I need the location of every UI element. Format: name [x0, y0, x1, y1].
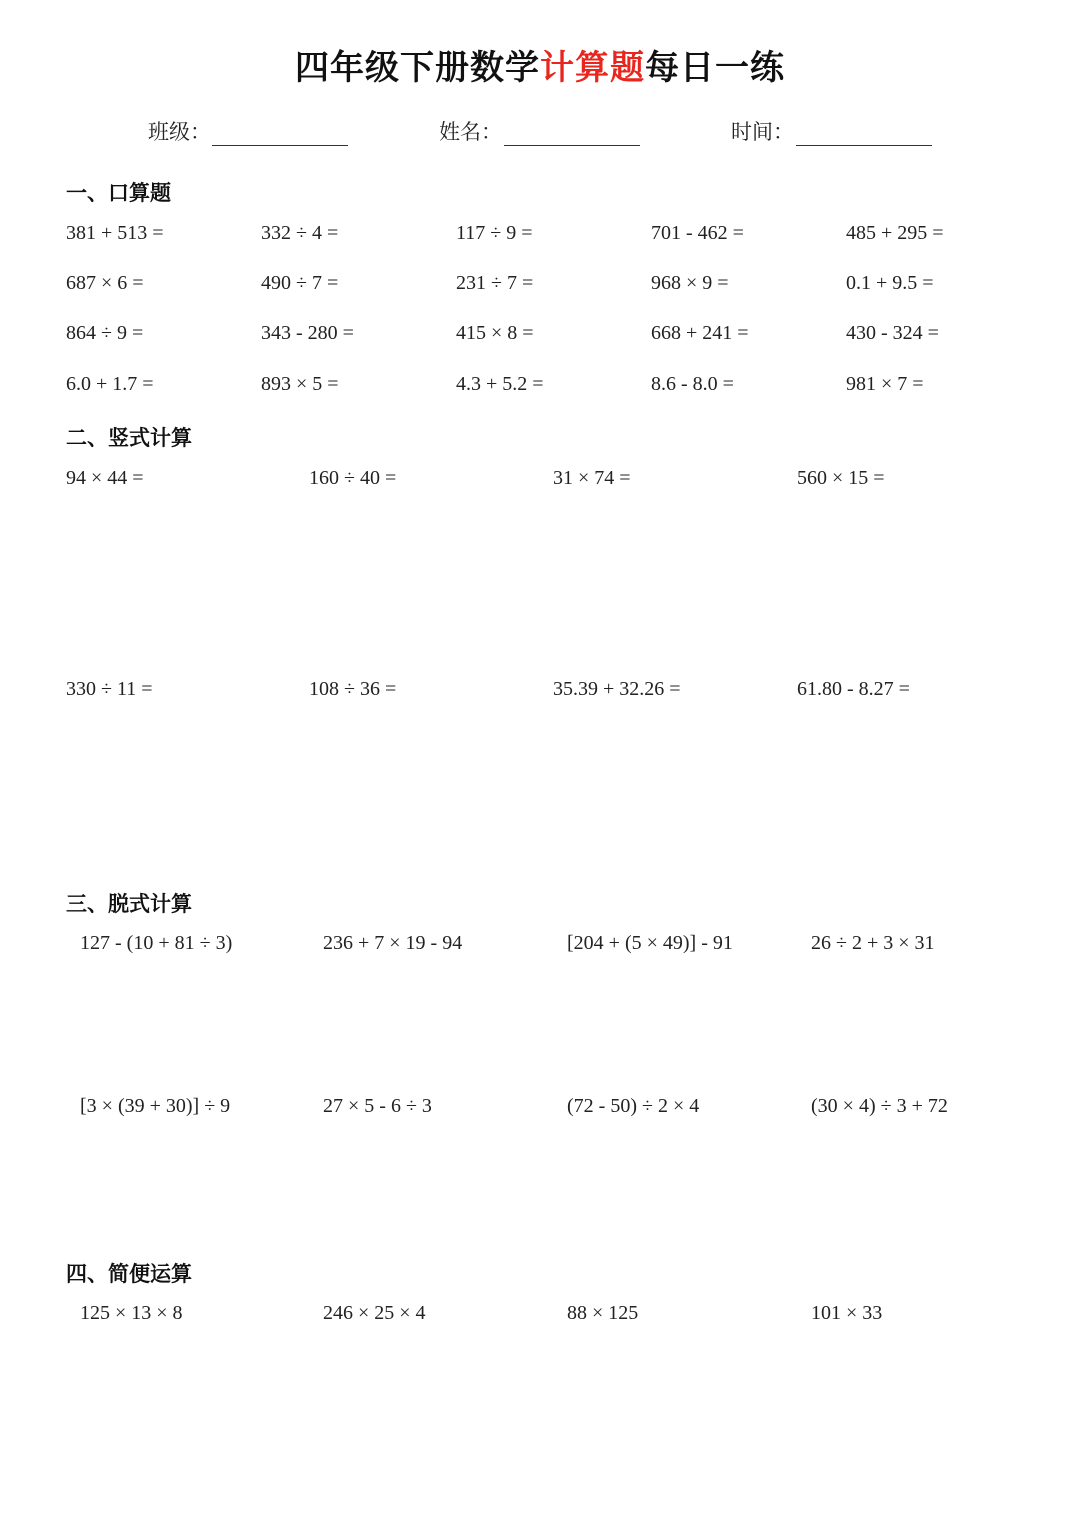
section-heading-oral: 一、口算题 — [66, 181, 171, 205]
oral-problem: 415 × 8 = — [456, 322, 534, 344]
vertical-problem: 160 ÷ 40 = — [309, 467, 397, 489]
oral-problem: 864 ÷ 9 = — [66, 322, 144, 344]
name-label: 姓名： — [439, 120, 502, 144]
time-blank[interactable] — [796, 145, 932, 146]
stepwise-problem: (30 × 4) ÷ 3 + 72 — [811, 1095, 948, 1117]
oral-problem: 117 ÷ 9 = — [456, 222, 533, 244]
oral-problem: 981 × 7 = — [846, 373, 924, 395]
oral-problem: 381 + 513 = — [66, 222, 164, 244]
vertical-problem: 61.80 - 8.27 = — [797, 678, 910, 700]
vertical-problem: 31 × 74 = — [553, 467, 631, 489]
oral-problem: 343 - 280 = — [261, 322, 354, 344]
vertical-problem: 108 ÷ 36 = — [309, 678, 397, 700]
title-highlight: 计算题 — [540, 48, 645, 88]
oral-problem: 893 × 5 = — [261, 373, 339, 395]
title-part3: 每日一练 — [645, 48, 785, 88]
title-part1: 四年级下册数学 — [295, 48, 540, 88]
section-heading-vertical: 二、竖式计算 — [66, 426, 192, 450]
oral-problem: 701 - 462 = — [651, 222, 744, 244]
stepwise-problem: 27 × 5 - 6 ÷ 3 — [323, 1095, 432, 1117]
time-label: 时间： — [731, 120, 794, 144]
class-label: 班级： — [148, 120, 211, 144]
oral-problem: 687 × 6 = — [66, 272, 144, 294]
name-blank[interactable] — [504, 145, 640, 146]
oral-problem: 6.0 + 1.7 = — [66, 373, 154, 395]
simplify-problem: 246 × 25 × 4 — [323, 1302, 426, 1324]
stepwise-problem: 236 + 7 × 19 - 94 — [323, 932, 463, 954]
simplify-problem: 88 × 125 — [567, 1302, 639, 1324]
oral-problem: 430 - 324 = — [846, 322, 939, 344]
oral-problem: 0.1 + 9.5 = — [846, 272, 934, 294]
oral-problem: 490 ÷ 7 = — [261, 272, 339, 294]
stepwise-problem: 127 - (10 + 81 ÷ 3) — [80, 932, 233, 954]
vertical-problem: 560 × 15 = — [797, 467, 885, 489]
section-heading-stepwise: 三、脱式计算 — [66, 892, 192, 916]
simplify-problem: 125 × 13 × 8 — [80, 1302, 183, 1324]
oral-problem: 231 ÷ 7 = — [456, 272, 534, 294]
stepwise-problem: (72 - 50) ÷ 2 × 4 — [567, 1095, 700, 1117]
vertical-problem: 35.39 + 32.26 = — [553, 678, 681, 700]
oral-problem: 485 + 295 = — [846, 222, 944, 244]
stepwise-problem: [3 × (39 + 30)] ÷ 9 — [80, 1095, 231, 1117]
vertical-problem: 330 ÷ 11 = — [66, 678, 153, 700]
vertical-problem: 94 × 44 = — [66, 467, 144, 489]
page-title — [0, 40, 1080, 89]
oral-problem: 968 × 9 = — [651, 272, 729, 294]
time-field — [731, 116, 794, 146]
name-field — [439, 116, 502, 146]
oral-problem: 4.3 + 5.2 = — [456, 373, 544, 395]
oral-problem: 332 ÷ 4 = — [261, 222, 339, 244]
oral-problem: 8.6 - 8.0 = — [651, 373, 734, 395]
class-blank[interactable] — [212, 145, 348, 146]
stepwise-problem: [204 + (5 × 49)] - 91 — [567, 932, 733, 954]
oral-problem: 668 + 241 = — [651, 322, 749, 344]
class-field — [148, 116, 211, 146]
stepwise-problem: 26 ÷ 2 + 3 × 31 — [811, 932, 935, 954]
simplify-problem: 101 × 33 — [811, 1302, 883, 1324]
section-heading-simplify: 四、简便运算 — [66, 1262, 192, 1286]
